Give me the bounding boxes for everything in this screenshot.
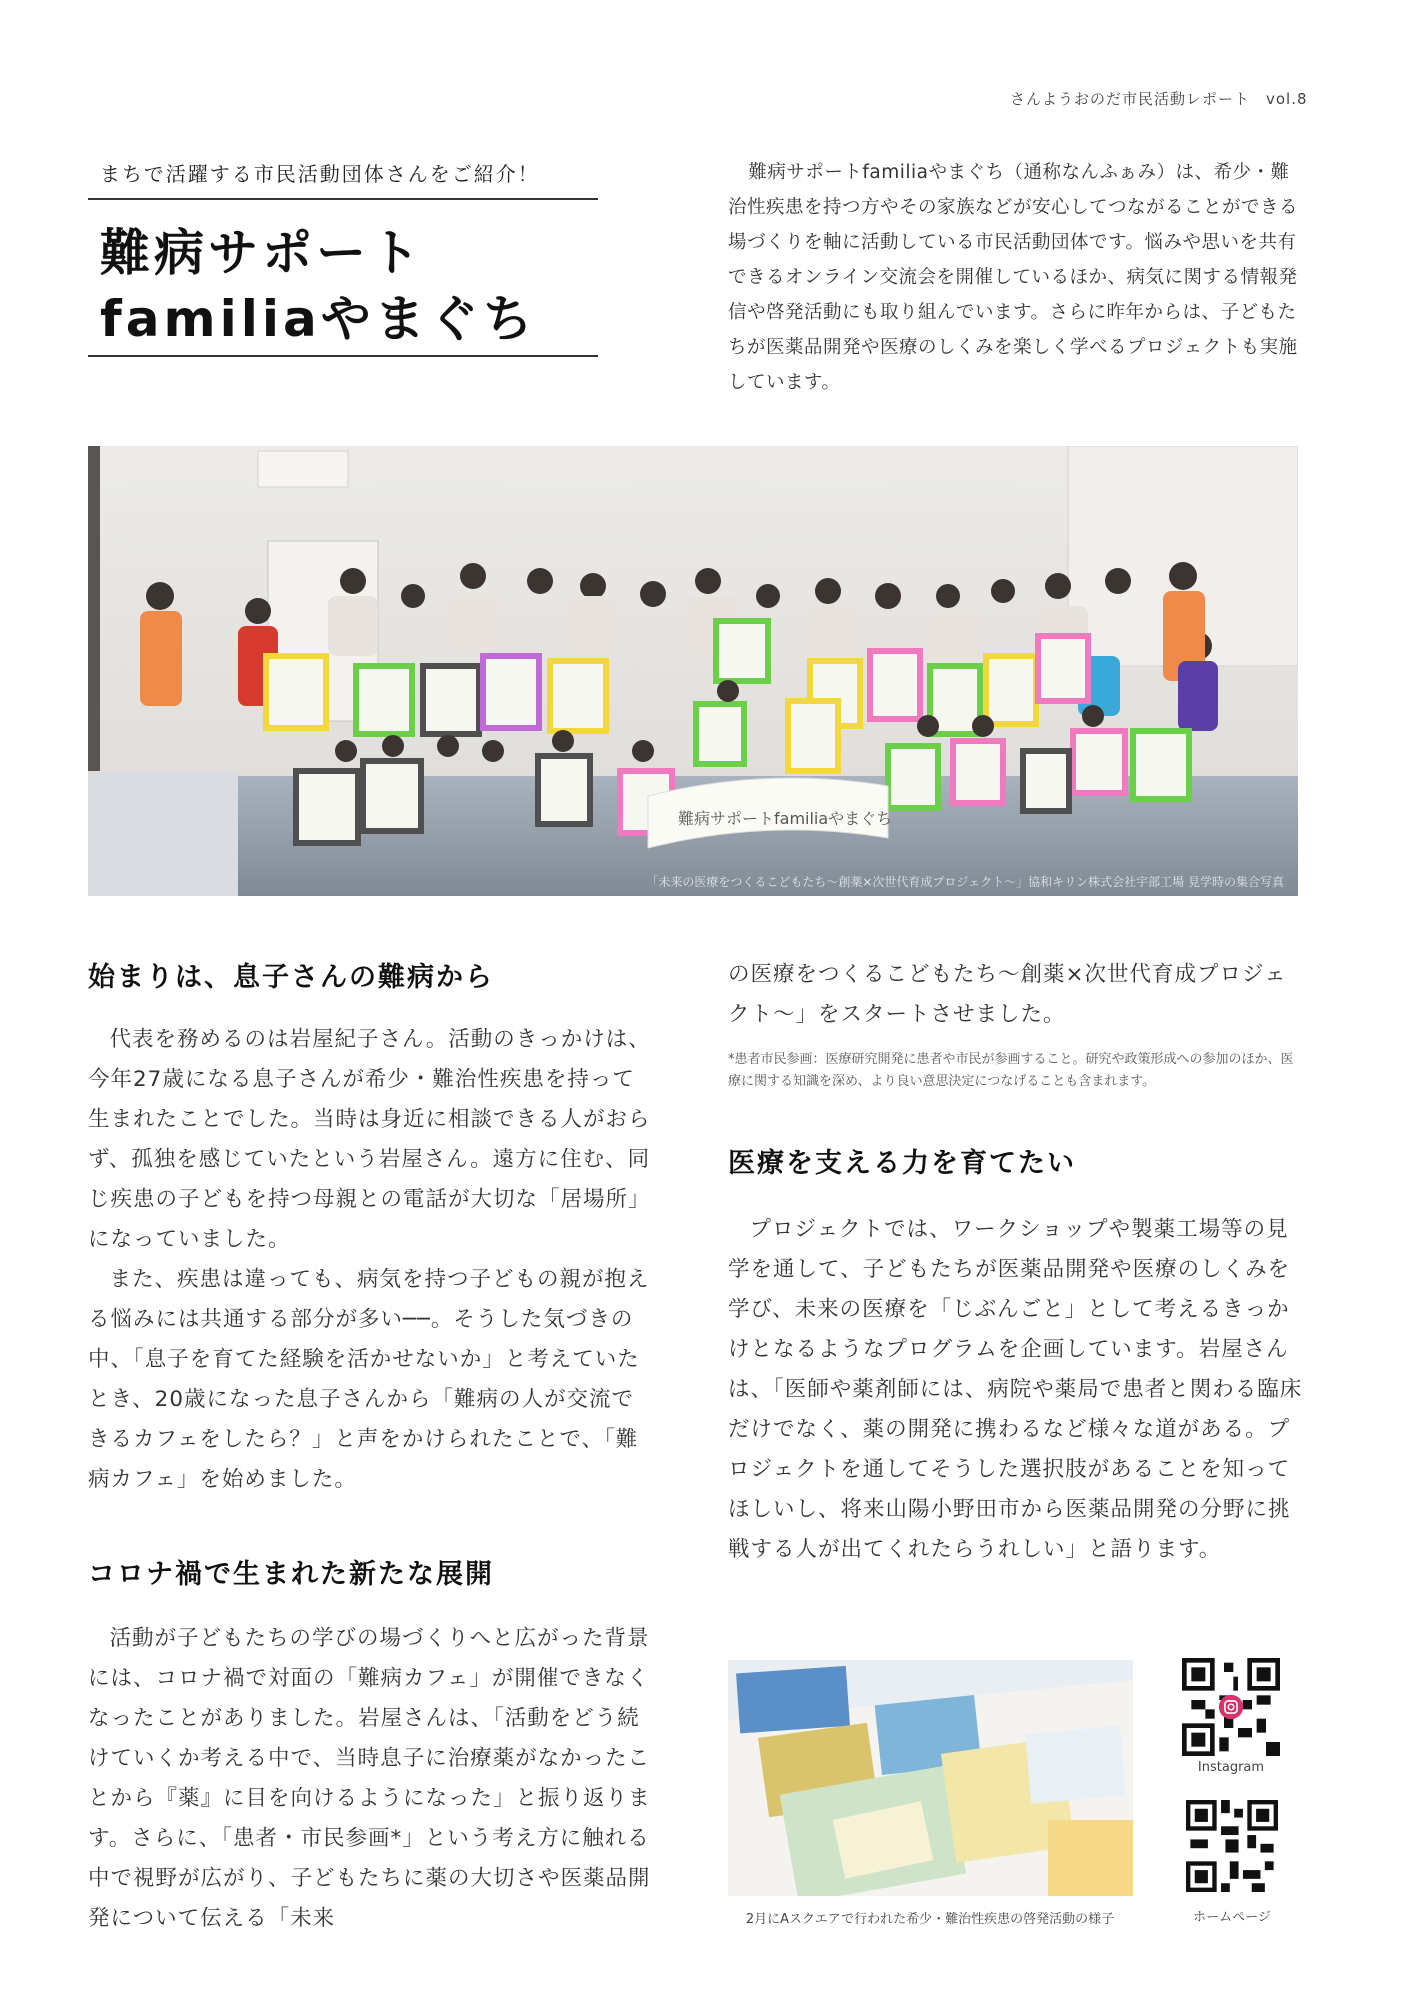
kicker-text: まちで活躍する市民活動団体さんをご紹介！ [100,162,540,186]
page-title [100,220,537,352]
section1-paragraph-2: また、疾患は違っても、病気を持つ子どもの親が抱える悩みには共通する部分が多い──。そうした気づきの中、「息子を育てた経験を活かせないか」と考えていたとき、20歳になった息子さんから「難病の人が交流できるカフェをしたら？」と声をかけられたことで、「難病カフェ」を始めました。 [88,1267,650,1492]
group-photo-illustration [88,446,1298,896]
series-title: さんようおのだ市民活動レポート vol.8 [1010,90,1308,108]
instagram-qr-link[interactable] [1182,1658,1291,1775]
group-photo-caption: 「未来の医療をつくるこどもたち〜創薬×次世代育成プロジェクト〜」協和キリン株式会社宇部工場 見学時の集合写真 [646,875,1284,889]
right-column [728,955,1303,1570]
homepage-label: ホームページ [1193,1910,1271,1925]
title-rule-top [88,198,598,200]
section1-heading: 始まりは、息子さんの難病から [88,962,494,993]
group-photo [88,446,1298,896]
title-line-2: familiaやまぐち [100,290,537,348]
homepage-qr-code [1186,1800,1278,1892]
homepage-qr-link[interactable] [1186,1800,1292,1925]
left-column [88,955,656,1939]
activity-photo-caption: 2月にAスクエアで行われた希少・難治性疾患の啓発活動の様子 [745,1912,1115,1927]
section3-paragraph-1: プロジェクトでは、ワークショップや製薬工場等の見学を通して、子どもたちが医薬品開発や医療のしくみを学び、未来の医療を「じぶんごと」として考えるきっかけとなるようなプログラムを企画しています。岩屋さんは、「医師や薬剤師には、病院や薬局で患者と関わる臨床だけでなく、薬の開発に携わるなど様々な道がある。プロジェクトを通してそうした選択肢があることを知ってほしいし、将来山陽小野田市から医薬品開発の分野に挑戦する人が出てくれたらうれしい」と語ります。 [728,1217,1303,1562]
section2-paragraph-continued: の医療をつくるこどもたち〜創薬×次世代育成プロジェクト〜」をスタートさせました。 [728,962,1287,1027]
intro-paragraph: 難病サポートfamiliaやまぐち（通称なんふぁみ）は、希少・難治性疾患を持つ方やその家族などが安心してつながることができる場づくりを軸に活動している市民活動団体です。悩みや思いを共有できるオンライン交流会を開催しているほか、病気に関する情報発信や啓発活動にも取り組んでいます。さらに昨年からは、子どもたちが医薬品開発や医療のしくみを楽しく学べるプロジェクトも実施しています。 [728,162,1299,393]
section2-paragraph-1: 活動が子どもたちの学びの場づくりへと広がった背景には、コロナ禍で対面の「難病カフェ」が開催できなくなったことがありました。岩屋さんは、「活動をどう続けていくか考える中で、当時息子に治療薬がなかったことから『薬』に目を向けるようになった」と振り返ります。さらに、「患者・市民参画*」という考え方に触れる中で視野が広がり、子どもたちに薬の大切さや医薬品開発について伝える「未来 [88,1626,651,1931]
banner-text: 難病サポートfamiliaやまぐち [678,809,893,828]
footnote: *患者市民参画：医療研究開発に患者や市民が参画すること。研究や政策形成への参加のほか、医療に関する知識を深め、より良い意思決定につなげることも含まれます。 [728,1052,1294,1089]
section1-paragraph-1: 代表を務めるのは岩屋紀子さん。活動のきっかけは、今年27歳になる息子さんが希少・難治性疾患を持って生まれたことでした。当時は身近に相談できる人がおらず、孤独を感じていたという岩屋さん。遠方に住む、同じ疾患の子どもを持つ母親との電話が大切な「居場所」になっていました。 [88,1027,651,1252]
title-rule-bottom [88,355,598,357]
instagram-label: Instagram [1197,1760,1265,1775]
section3-heading: 医療を支える力を育てたい [728,1148,1076,1179]
title-line-1: 難病サポート [100,224,424,282]
instagram-qr-code [1182,1658,1280,1756]
activity-photo-illustration [728,1660,1133,1896]
activity-photo [728,1660,1133,1896]
section2-heading: コロナ禍で生まれた新たな展開 [88,1559,494,1590]
